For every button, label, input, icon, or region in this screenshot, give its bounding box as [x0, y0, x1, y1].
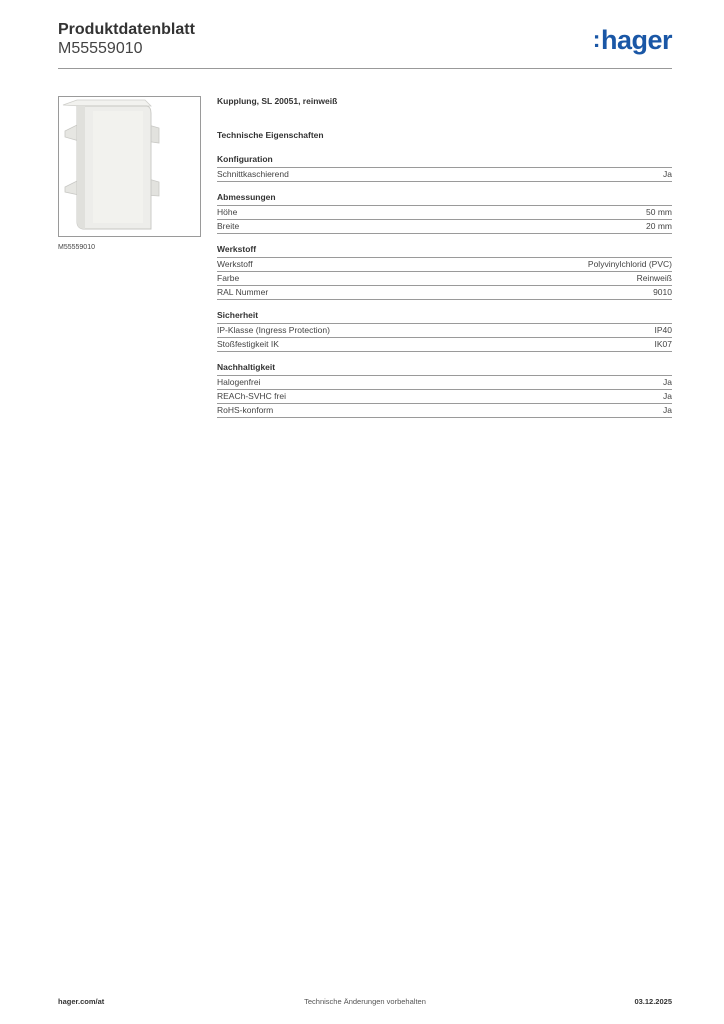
- property-label: RAL Nummer: [217, 287, 269, 297]
- property-value: IP40: [654, 325, 672, 335]
- footer-notice: Technische Änderungen vorbehalten: [304, 997, 426, 1006]
- property-value: 50 mm: [646, 207, 672, 217]
- logo-text: hager: [600, 25, 672, 55]
- property-row: [217, 338, 672, 352]
- product-image: [58, 96, 201, 237]
- footer-date: 03.12.2025: [634, 997, 672, 1006]
- section-sicherheit: [217, 309, 672, 352]
- section-title: Abmessungen: [217, 191, 672, 206]
- section-nachhaltigkeit: [217, 361, 672, 418]
- property-row: [217, 286, 672, 300]
- property-value: Reinweiß: [636, 273, 672, 283]
- section-abmessungen: [217, 191, 672, 234]
- property-label: Breite: [217, 221, 240, 231]
- property-row: [217, 258, 672, 272]
- property-value: IK07: [654, 339, 672, 349]
- property-row: [217, 376, 672, 390]
- property-value: Polyvinylchlorid (PVC): [587, 259, 672, 269]
- property-value: Ja: [663, 405, 672, 415]
- property-label: Stoßfestigkeit IK: [217, 339, 279, 349]
- section-title: Sicherheit: [217, 309, 672, 324]
- hager-logo: [593, 25, 672, 56]
- page-footer: [58, 997, 672, 1011]
- property-label: Werkstoff: [217, 259, 253, 269]
- property-row: [217, 272, 672, 286]
- property-value: 9010: [653, 287, 672, 297]
- image-caption: M55559010: [58, 244, 95, 251]
- property-label: Halogenfrei: [217, 377, 261, 387]
- section-title: Nachhaltigkeit: [217, 361, 672, 376]
- property-row: [217, 206, 672, 220]
- property-label: RoHS-konform: [217, 405, 274, 415]
- property-label: IP-Klasse (Ingress Protection): [217, 325, 330, 335]
- product-description: Kupplung, SL 20051, reinweiß: [217, 96, 338, 106]
- footer-website[interactable]: hager.com/at: [58, 997, 105, 1006]
- property-row: [217, 324, 672, 338]
- page-header: [58, 20, 672, 68]
- property-label: Schnittkaschierend: [217, 169, 289, 179]
- section-konfiguration: [217, 153, 672, 182]
- product-photo: [59, 97, 200, 236]
- product-number: M55559010: [58, 40, 143, 57]
- property-label: Farbe: [217, 273, 240, 283]
- property-value: 20 mm: [646, 221, 672, 231]
- header-divider: [58, 68, 672, 69]
- section-title: Werkstoff: [217, 243, 672, 258]
- property-row: [217, 390, 672, 404]
- section-title: Konfiguration: [217, 153, 672, 168]
- property-row: [217, 168, 672, 182]
- property-value: Ja: [663, 377, 672, 387]
- properties-heading: Technische Eigenschaften: [217, 130, 324, 140]
- logo-colon: :: [592, 26, 600, 52]
- product-details: [217, 90, 672, 418]
- property-row: [217, 220, 672, 234]
- property-row: [217, 404, 672, 418]
- section-werkstoff: [217, 243, 672, 300]
- property-value: Ja: [663, 391, 672, 401]
- property-label: Höhe: [217, 207, 238, 217]
- property-value: Ja: [663, 169, 672, 179]
- document-title: Produktdatenblatt: [58, 21, 195, 38]
- property-label: REACh-SVHC frei: [217, 391, 286, 401]
